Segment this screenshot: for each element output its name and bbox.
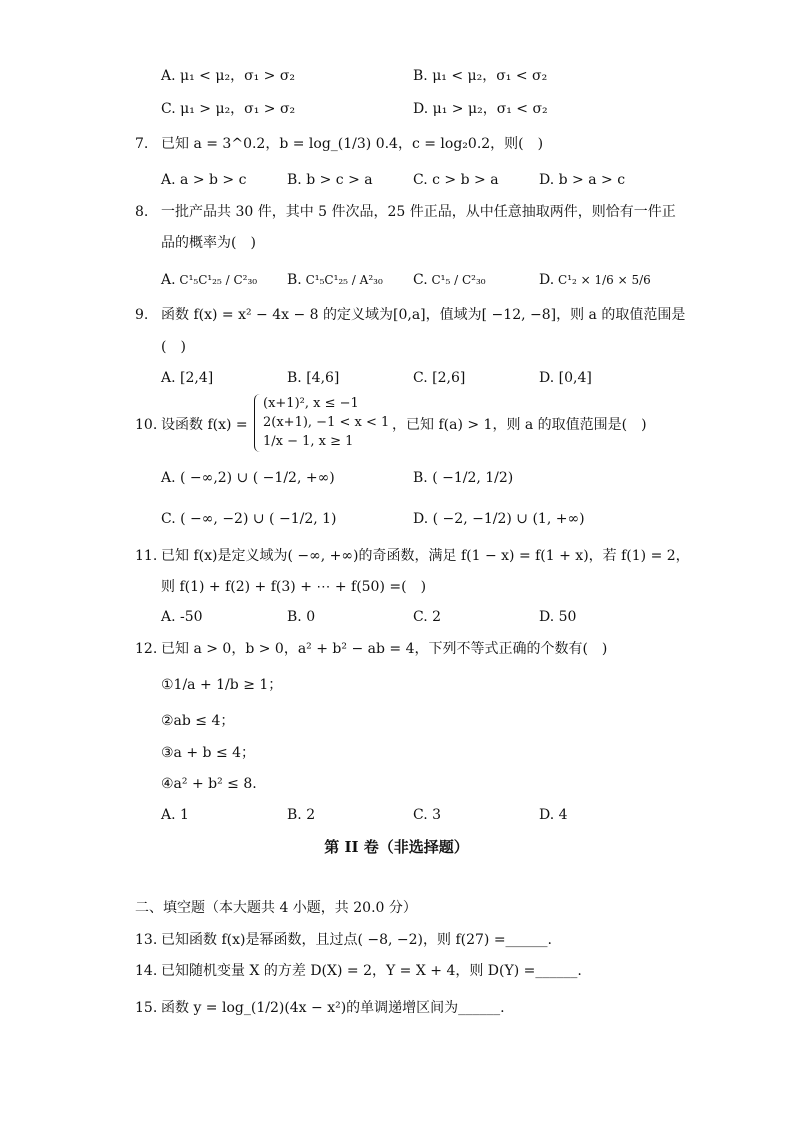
q11-number: 11. xyxy=(135,548,158,564)
q12-item-3: ③a + b ≤ 4； xyxy=(161,745,256,761)
q8-option-c: C. C¹₅ / C²₃₀ xyxy=(413,272,486,288)
q6-option-d: D. μ₁ > μ₂，σ₁ < σ₂ xyxy=(413,101,548,117)
q10-piecewise-brace xyxy=(254,394,261,452)
q12-number: 12. xyxy=(135,641,158,657)
q11-option-b: B. 0 xyxy=(287,609,316,625)
q12-item-2: ②ab ≤ 4； xyxy=(161,713,235,729)
q12-option-d: D. 4 xyxy=(539,807,568,823)
q12-item-1: ①1/a + 1/b ≥ 1； xyxy=(161,677,283,693)
part2-title: 第 II 卷（非选择题） xyxy=(324,838,469,856)
q10-number: 10. xyxy=(135,417,158,433)
q9-option-a: A. [2,4] xyxy=(161,370,214,386)
q6-option-b: B. μ₁ < μ₂，σ₁ < σ₂ xyxy=(413,68,548,84)
q7-option-c: C. c > b > a xyxy=(413,172,499,188)
q12-option-b: B. 2 xyxy=(287,807,316,823)
q10-option-b: B. ( −1/2, 1/2) xyxy=(413,470,514,486)
q11-option-d: D. 50 xyxy=(539,609,577,625)
q11-stem-line2: 则 f(1) + f(2) + f(3) + ⋯ + f(50) =( ) xyxy=(161,579,427,595)
q10-option-a: A. ( −∞,2) ∪ ( −1/2, +∞) xyxy=(161,470,335,486)
q10-piece-2: 2(x+1), −1 < x < 1 xyxy=(263,415,390,430)
q10-suffix: ，已知 f(a) > 1，则 a 的取值范围是( ) xyxy=(392,417,647,433)
q9-stem-line1: 函数 f(x) = x² − 4x − 8 的定义域为[0,a]，值域为[ −12, −8]，则 a 的取值范围是 xyxy=(161,307,686,323)
q15-number: 15. xyxy=(135,1000,158,1016)
q9-option-c: C. [2,6] xyxy=(413,370,466,386)
q10-prefix: 设函数 f(x) = xyxy=(161,417,248,433)
q9-number: 9. xyxy=(135,307,149,323)
q13-text: 已知函数 f(x)是幂函数，且过点( −8, −2)，则 f(27) =______. xyxy=(161,932,553,948)
q9-option-d: D. [0,4] xyxy=(539,370,592,386)
q7-option-b: B. b > c > a xyxy=(287,172,373,188)
q8-stem-line2: 品的概率为( ) xyxy=(161,235,256,251)
q8-option-a: A. C¹₅C¹₂₅ / C²₃₀ xyxy=(161,272,258,288)
q14-number: 14. xyxy=(135,963,158,979)
q9-stem-line2: ( ) xyxy=(161,339,186,355)
q6-option-c: C. μ₁ > μ₂，σ₁ > σ₂ xyxy=(161,101,296,117)
q15-text: 函数 y = log_(1/2)(4x − x²)的单调递增区间为______. xyxy=(161,1000,505,1016)
q7-stem: 已知 a = 3^0.2，b = log_(1/3) 0.4，c = log₂0.2，则( ) xyxy=(161,136,544,152)
q10-piece-1: (x+1)², x ≤ −1 xyxy=(263,396,359,411)
q6-option-a: A. μ₁ < μ₂，σ₁ > σ₂ xyxy=(161,68,296,84)
q8-stem-line1: 一批产品共 30 件，其中 5 件次品，25 件正品，从中任意抽取两件，则恰有一件正 xyxy=(161,204,676,220)
q7-option-d: D. b > a > c xyxy=(539,172,626,188)
q7-number: 7. xyxy=(135,136,149,152)
q8-option-b: B. C¹₅C¹₂₅ / A²₃₀ xyxy=(287,272,383,288)
section2-title: 二、填空题（本大题共 4 小题，共 20.0 分） xyxy=(135,900,417,916)
q11-stem-line1: 已知 f(x)是定义域为( −∞, +∞)的奇函数，满足 f(1 − x) = f(1 + x)，若 f(1) = 2， xyxy=(161,548,690,564)
q11-option-a: A. -50 xyxy=(161,609,203,625)
q8-number: 8. xyxy=(135,204,149,220)
q11-option-c: C. 2 xyxy=(413,609,442,625)
q9-option-b: B. [4,6] xyxy=(287,370,340,386)
q10-piece-3: 1/x − 1, x ≥ 1 xyxy=(263,434,354,449)
q7-option-a: A. a > b > c xyxy=(161,172,247,188)
q12-option-a: A. 1 xyxy=(161,807,189,823)
q14-text: 已知随机变量 X 的方差 D(X) = 2，Y = X + 4，则 D(Y) =______. xyxy=(161,963,582,979)
q10-option-c: C. ( −∞, −2) ∪ ( −1/2, 1) xyxy=(161,511,337,527)
q13-number: 13. xyxy=(135,932,158,948)
q12-item-4: ④a² + b² ≤ 8. xyxy=(161,776,257,792)
q12-stem: 已知 a > 0，b > 0，a² + b² − ab = 4，下列不等式正确的个数有( ) xyxy=(161,641,608,657)
q12-option-c: C. 3 xyxy=(413,807,442,823)
q8-option-d: D. C¹₂ × 1/6 × 5/6 xyxy=(539,272,651,288)
q10-option-d: D. ( −2, −1/2) ∪ (1, +∞) xyxy=(413,511,585,527)
